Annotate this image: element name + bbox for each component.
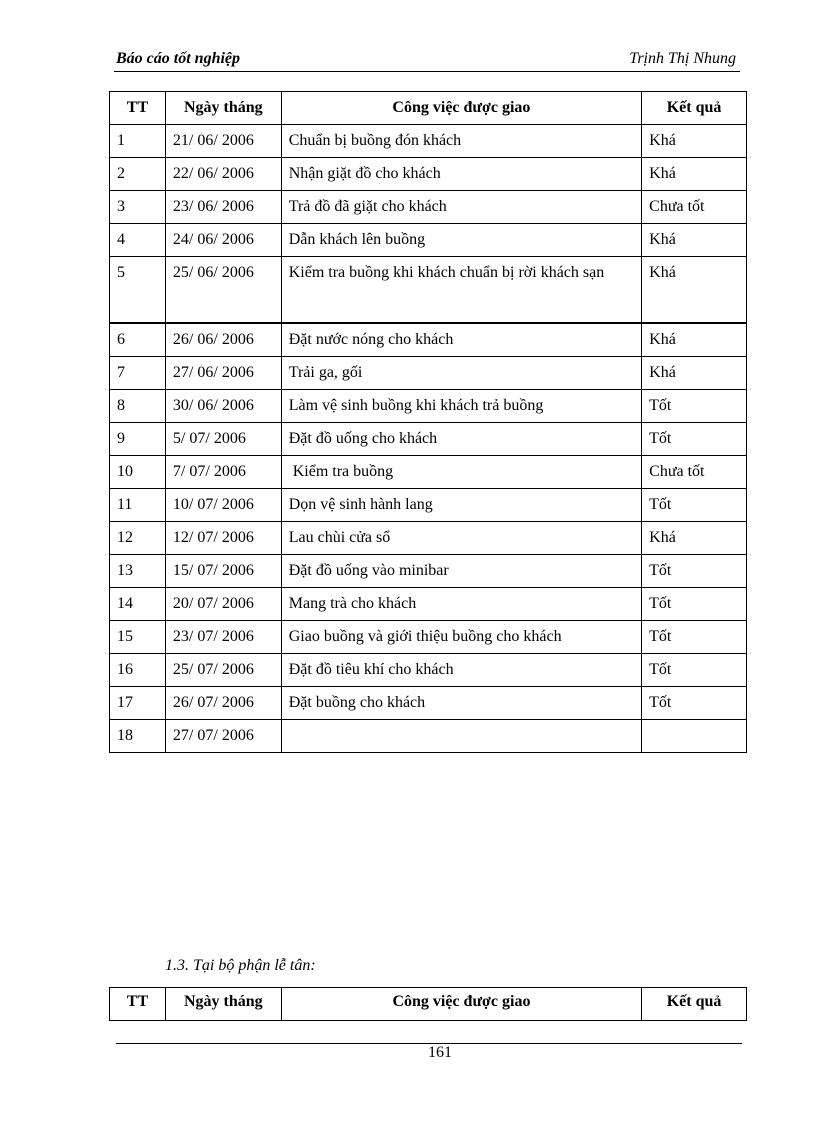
cell-result: Khá (642, 158, 747, 191)
cell-date: 21/ 06/ 2006 (165, 125, 281, 158)
cell-task: Dọn vệ sinh hành lang (281, 488, 641, 521)
reception-table (109, 987, 747, 1021)
table-row (110, 125, 747, 158)
cell-task: Lau chùi cửa sổ (281, 521, 641, 554)
table-header-row (110, 92, 747, 125)
cell-tt: 4 (110, 224, 166, 257)
section-heading: 1.3. Tại bộ phận lễ tân: (165, 957, 316, 974)
cell-result: Khá (642, 257, 747, 323)
table-row (110, 224, 747, 257)
cell-result: Tốt (642, 686, 747, 719)
cell-tt: 14 (110, 587, 166, 620)
cell-result: Khá (642, 224, 747, 257)
cell-task: Trả đồ đã giặt cho khách (281, 191, 641, 224)
cell-date: 27/ 06/ 2006 (165, 356, 281, 389)
cell-tt: 17 (110, 686, 166, 719)
col-header-tt: TT (110, 92, 166, 125)
cell-result: Tốt (642, 554, 747, 587)
cell-task: Kiểm tra buồng khi khách chuẩn bị rời khách sạn (281, 257, 641, 323)
cell-task: Đặt đồ uống vào minibar (281, 554, 641, 587)
cell-task: Đặt đồ uống cho khách (281, 422, 641, 455)
cell-tt: 15 (110, 620, 166, 653)
col-header-task: Công việc được giao (281, 988, 641, 1021)
cell-tt: 5 (110, 257, 166, 323)
cell-tt: 3 (110, 191, 166, 224)
cell-task: Mang trà cho khách (281, 587, 641, 620)
cell-tt: 18 (110, 719, 166, 752)
col-header-date: Ngày tháng (165, 92, 281, 125)
cell-tt: 16 (110, 653, 166, 686)
cell-result: Khá (642, 323, 747, 357)
cell-tt: 7 (110, 356, 166, 389)
cell-task: Kiểm tra buồng (281, 455, 641, 488)
task-table (109, 91, 747, 753)
cell-tt: 11 (110, 488, 166, 521)
header-divider (114, 71, 740, 72)
cell-result (642, 719, 747, 752)
cell-result: Tốt (642, 587, 747, 620)
cell-date: 23/ 06/ 2006 (165, 191, 281, 224)
header-author: Trịnh Thị Nhung (629, 50, 736, 67)
table-row (110, 356, 747, 389)
cell-tt: 6 (110, 323, 166, 357)
cell-date: 12/ 07/ 2006 (165, 521, 281, 554)
cell-date: 22/ 06/ 2006 (165, 158, 281, 191)
cell-date: 26/ 06/ 2006 (165, 323, 281, 357)
cell-date: 10/ 07/ 2006 (165, 488, 281, 521)
col-header-tt: TT (110, 988, 166, 1021)
cell-tt: 12 (110, 521, 166, 554)
page-number: 161 (428, 1044, 452, 1061)
cell-task: Đặt nước nóng cho khách (281, 323, 641, 357)
table-row (110, 686, 747, 719)
cell-tt: 2 (110, 158, 166, 191)
cell-result: Tốt (642, 422, 747, 455)
cell-tt: 13 (110, 554, 166, 587)
cell-task: Dẫn khách lên buồng (281, 224, 641, 257)
table-row (110, 488, 747, 521)
cell-tt: 10 (110, 455, 166, 488)
header-title: Báo cáo tốt nghiệp (116, 50, 241, 67)
table-row (110, 521, 747, 554)
cell-date: 20/ 07/ 2006 (165, 587, 281, 620)
cell-task: Đặt đồ tiêu khí cho khách (281, 653, 641, 686)
cell-result: Khá (642, 125, 747, 158)
table-row (110, 422, 747, 455)
table-row (110, 653, 747, 686)
cell-result: Khá (642, 521, 747, 554)
cell-date: 27/ 07/ 2006 (165, 719, 281, 752)
table-row (110, 191, 747, 224)
table-row (110, 158, 747, 191)
table-row (110, 257, 747, 323)
cell-tt: 8 (110, 389, 166, 422)
cell-date: 25/ 06/ 2006 (165, 257, 281, 323)
table-row (110, 554, 747, 587)
cell-date: 5/ 07/ 2006 (165, 422, 281, 455)
cell-result: Tốt (642, 389, 747, 422)
col-header-result: Kết quả (642, 988, 747, 1021)
col-header-date: Ngày tháng (165, 988, 281, 1021)
cell-date: 24/ 06/ 2006 (165, 224, 281, 257)
table-row (110, 719, 747, 752)
cell-result: Chưa tốt (642, 191, 747, 224)
cell-date: 30/ 06/ 2006 (165, 389, 281, 422)
table-row (110, 323, 747, 357)
cell-result: Tốt (642, 653, 747, 686)
table-row (110, 389, 747, 422)
table-row (110, 620, 747, 653)
cell-task: Giao buồng và giới thiệu buồng cho khách (281, 620, 641, 653)
cell-task: Đặt buồng cho khách (281, 686, 641, 719)
col-header-result: Kết quả (642, 92, 747, 125)
cell-task (281, 719, 641, 752)
cell-date: 25/ 07/ 2006 (165, 653, 281, 686)
cell-tt: 9 (110, 422, 166, 455)
cell-date: 23/ 07/ 2006 (165, 620, 281, 653)
cell-task: Trải ga, gối (281, 356, 641, 389)
cell-result: Chưa tốt (642, 455, 747, 488)
cell-date: 26/ 07/ 2006 (165, 686, 281, 719)
cell-task: Chuẩn bị buồng đón khách (281, 125, 641, 158)
col-header-task: Công việc được giao (281, 92, 641, 125)
table-header-row (110, 988, 747, 1021)
table-row (110, 455, 747, 488)
cell-date: 7/ 07/ 2006 (165, 455, 281, 488)
table-row (110, 587, 747, 620)
cell-tt: 1 (110, 125, 166, 158)
cell-result: Tốt (642, 620, 747, 653)
cell-task: Nhận giặt đồ cho khách (281, 158, 641, 191)
cell-result: Tốt (642, 488, 747, 521)
cell-date: 15/ 07/ 2006 (165, 554, 281, 587)
cell-result: Khá (642, 356, 747, 389)
cell-task: Làm vệ sinh buồng khi khách trả buồng (281, 389, 641, 422)
